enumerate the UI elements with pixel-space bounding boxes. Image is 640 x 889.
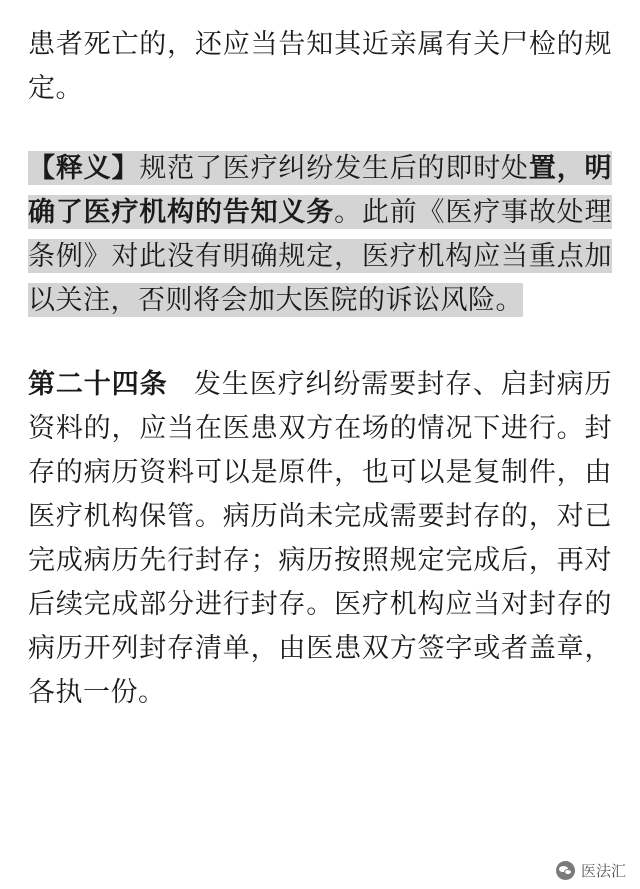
interpretation-text-after: 。此前《医疗事故处理条例》对此没有明确规定，医疗机构应当重点加以关注，否则将会加大医院的诉讼风险。 — [28, 197, 613, 315]
footer-attribution — [556, 860, 626, 881]
interpretation-bold-segment: 置，明确了医疗机构的告知义务 — [28, 153, 613, 227]
article-body: 发生医疗纠纷需要封存、启封病历资料的，应当在医患双方在场的情况下进行。封存的病历资料可以是原件，也可以是复制件，由医疗机构保管。病历尚未完成需要封存的，对已完成病历先行封存；病历按照规定完成后，再对后续完成部分进行封存。医疗机构应当对封存的病历开列封存清单，由医患双方签字或者盖章，各执一份。 — [28, 369, 612, 707]
interpretation-label: 【释义】 — [28, 153, 140, 183]
paragraph-patient-death: 患者死亡的，还应当告知其近亲属有关尸检的规定。 — [28, 29, 612, 103]
article-number: 第二十四条 — [28, 369, 168, 399]
interpretation-paragraph — [28, 146, 612, 322]
interpretation-text-before: 规范了医疗纠纷发生后的即时处 — [139, 153, 529, 183]
article-paragraph — [28, 362, 612, 714]
footer-account-name: 医法汇 — [580, 863, 626, 880]
wechat-icon — [556, 861, 575, 880]
